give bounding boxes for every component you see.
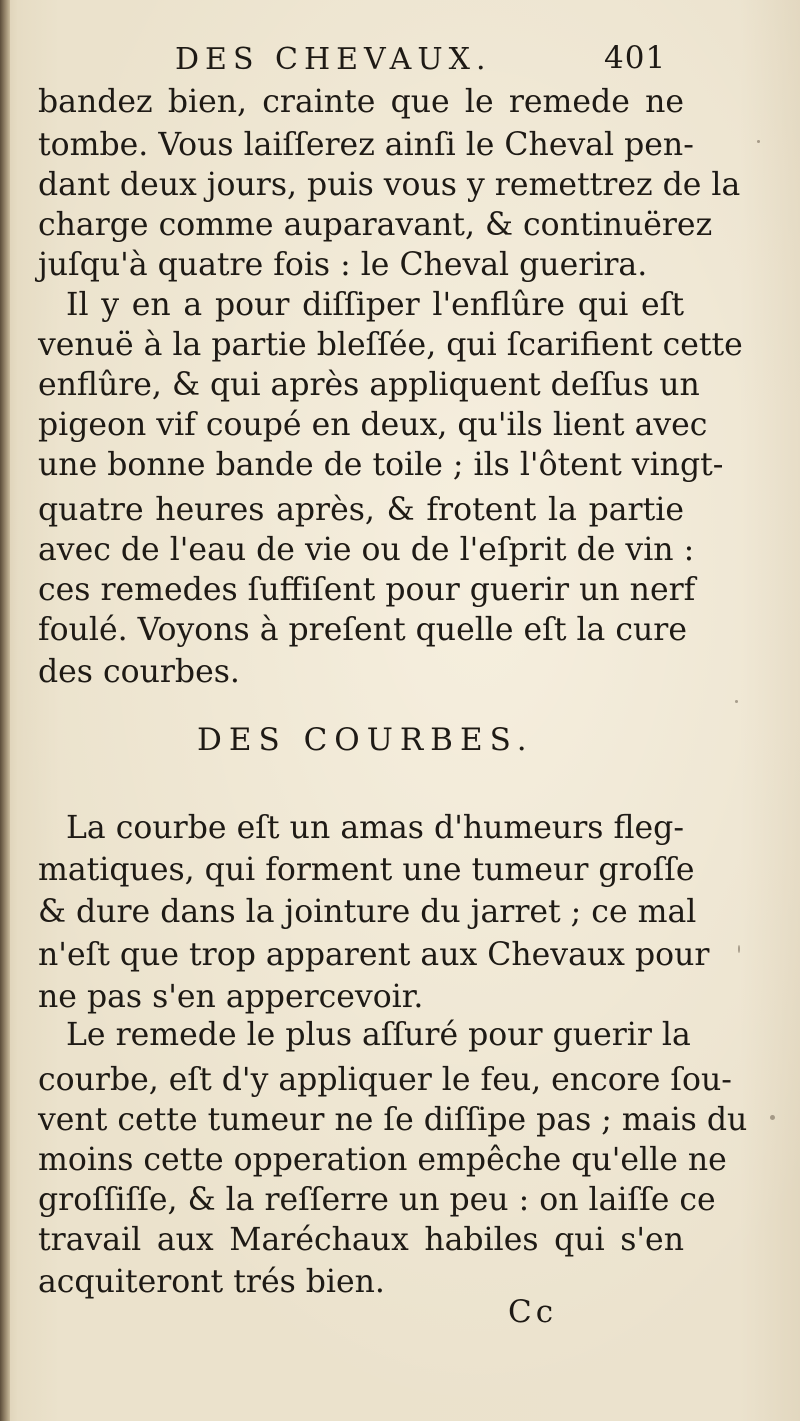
page-number: 401 bbox=[604, 40, 667, 76]
text-line: n'eſt que trop apparent aux Chevaux pour bbox=[38, 937, 710, 973]
text-line: moins cette opperation empêche qu'elle ne bbox=[38, 1142, 727, 1178]
text-line: acquiteront trés bien. bbox=[38, 1264, 385, 1300]
text-line: charge comme auparavant, & continuërez bbox=[38, 207, 713, 243]
text-line: juſqu'à quatre fois : le Cheval guerira. bbox=[38, 247, 648, 283]
text-line: bandez bien, crainte que le remede ne bbox=[38, 84, 684, 120]
signature-mark: Cc bbox=[508, 1294, 558, 1330]
text-line: foulé. Voyons à preſent quelle eſt la cure bbox=[38, 612, 687, 648]
text-line: Le remede le plus aſſuré pour guerir la bbox=[66, 1017, 691, 1053]
text-line: ne pas s'en appercevoir. bbox=[38, 979, 424, 1015]
text-line: ces remedes ſuffiſent pour guerir un nerf bbox=[38, 572, 696, 608]
text-line: vent cette tumeur ne ſe diſſipe pas ; mais du bbox=[38, 1102, 748, 1138]
text-line: & dure dans la jointure du jarret ; ce mal bbox=[38, 894, 697, 930]
text-line: travail aux Maréchaux habiles qui s'en bbox=[38, 1222, 684, 1258]
text-line: La courbe eſt un amas d'humeurs fleg- bbox=[66, 810, 684, 846]
paper-speck bbox=[770, 1115, 775, 1120]
text-line: tombe. Vous laiſſerez ainſi le Cheval pen- bbox=[38, 127, 694, 163]
text-line: une bonne bande de toile ; ils l'ôtent vingt- bbox=[38, 447, 724, 483]
text-line: courbe, eſt d'y appliquer le feu, encore ſou- bbox=[38, 1062, 732, 1098]
paper-speck bbox=[735, 700, 738, 703]
text-line: dant deux jours, puis vous y remettrez de la bbox=[38, 167, 741, 203]
text-line: venuë à la partie bleſſée, qui ſcarifient cette bbox=[38, 327, 743, 363]
text-line: Il y en a pour diſſiper l'enflûre qui eſt bbox=[66, 287, 684, 323]
text-line: pigeon vif coupé en deux, qu'ils lient avec bbox=[38, 407, 708, 443]
paper-speck bbox=[738, 945, 740, 953]
binding-gutter bbox=[0, 0, 10, 1421]
text-line: enflûre, & qui après appliquent deſſus un bbox=[38, 367, 700, 403]
text-line: groſſiſſe, & la reſſerre un peu : on laiſſe ce bbox=[38, 1182, 716, 1218]
text-line: matiques, qui forment une tumeur groſſe bbox=[38, 852, 695, 888]
section-title: DES COURBES. bbox=[197, 722, 534, 758]
paper-speck bbox=[757, 140, 760, 143]
running-title: DES CHEVAUX. bbox=[175, 42, 492, 77]
text-line: des courbes. bbox=[38, 654, 240, 690]
text-line: avec de l'eau de vie ou de l'eſprit de vin : bbox=[38, 532, 695, 568]
text-line: quatre heures après, & frotent la partie bbox=[38, 492, 684, 528]
